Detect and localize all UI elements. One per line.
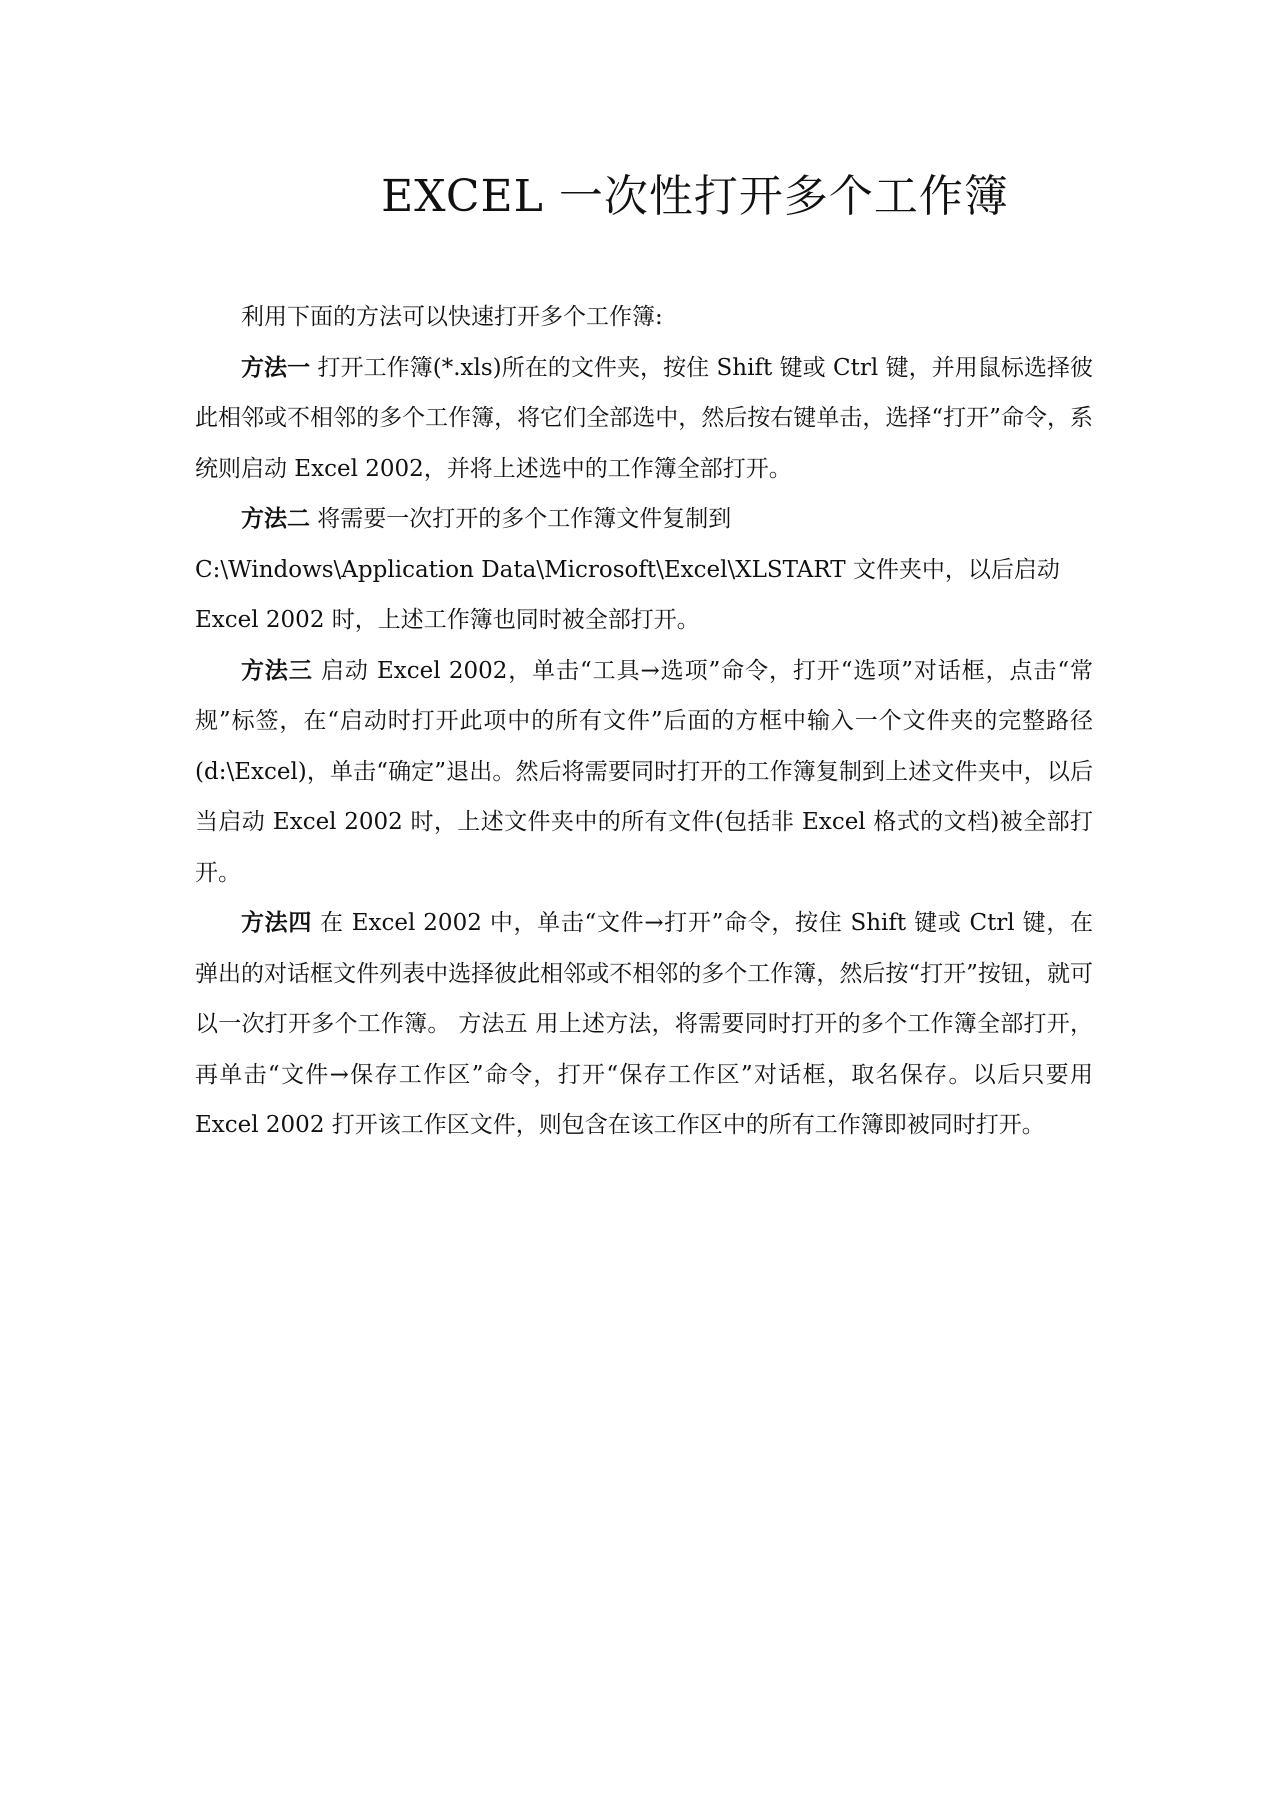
method-2-text-after: Excel 2002 时，上述工作簿也同时被全部打开。 bbox=[195, 607, 700, 633]
method-4-paragraph bbox=[195, 898, 1093, 1151]
method-2-paragraph bbox=[195, 494, 1093, 545]
method-2-path: C:\Windows\Application Data\Microsoft\Excel\XLSTART 文件夹中，以后启动 bbox=[195, 556, 1060, 583]
method-4-text: 在 Excel 2002 中，单击“文件→打开”命令，按住 Shift 键或 Ctrl 键，在弹出的对话框文件列表中选择彼此相邻或不相邻的多个工作簿，然后按“打开”按钮，就可以一次打开多个工作簿。 方法五 用上述方法，将需要同时打开的多个工作簿全部打开，再单击“文件→保存工作区”命令，打开“保存工作区”对话框，取名保存。以后只要用 Excel 2002 打开该工作区文件，则包含在该工作区中的所有工作簿即被同时打开。 bbox=[195, 910, 1094, 1138]
method-1-text: 打开工作簿(*.xls)所在的文件夹，按住 Shift 键或 Ctrl 键，并用鼠标选择彼此相邻或不相邻的多个工作簿，将它们全部选中，然后按右键单击，选择“打开”命令，系统则启动 Excel 2002，并将上述选中的工作簿全部打开。 bbox=[195, 354, 1093, 482]
document-body bbox=[195, 292, 1093, 1151]
method-3-paragraph bbox=[195, 646, 1093, 899]
method-3-label: 方法三 bbox=[241, 656, 313, 684]
method-1-label: 方法一 bbox=[241, 353, 311, 381]
method-2-text-before: 将需要一次打开的多个工作簿文件复制到 bbox=[310, 506, 732, 532]
intro-paragraph: 利用下面的方法可以快速打开多个工作簿: bbox=[241, 304, 663, 330]
document-title: EXCEL 一次性打开多个工作簿 bbox=[381, 171, 1009, 222]
method-1-paragraph bbox=[195, 343, 1093, 495]
method-2-label: 方法二 bbox=[241, 505, 310, 532]
method-4-label: 方法四 bbox=[241, 909, 313, 936]
method-3-text: 启动 Excel 2002，单击“工具→选项”命令，打开“选项”对话框，点击“常规”标签，在“启动时打开此项中的所有文件”后面的方框中输入一个文件夹的完整路径(d:\Excel)，单击“确定”退出。然后将需要同时打开的工作簿复制到上述文件夹中，以后当启动 Excel 2002 时，上述文件夹中的所有文件(包括非 Excel 格式的文档)被全部打开。 bbox=[195, 657, 1094, 886]
method-2-path-paragraph bbox=[195, 545, 1093, 646]
